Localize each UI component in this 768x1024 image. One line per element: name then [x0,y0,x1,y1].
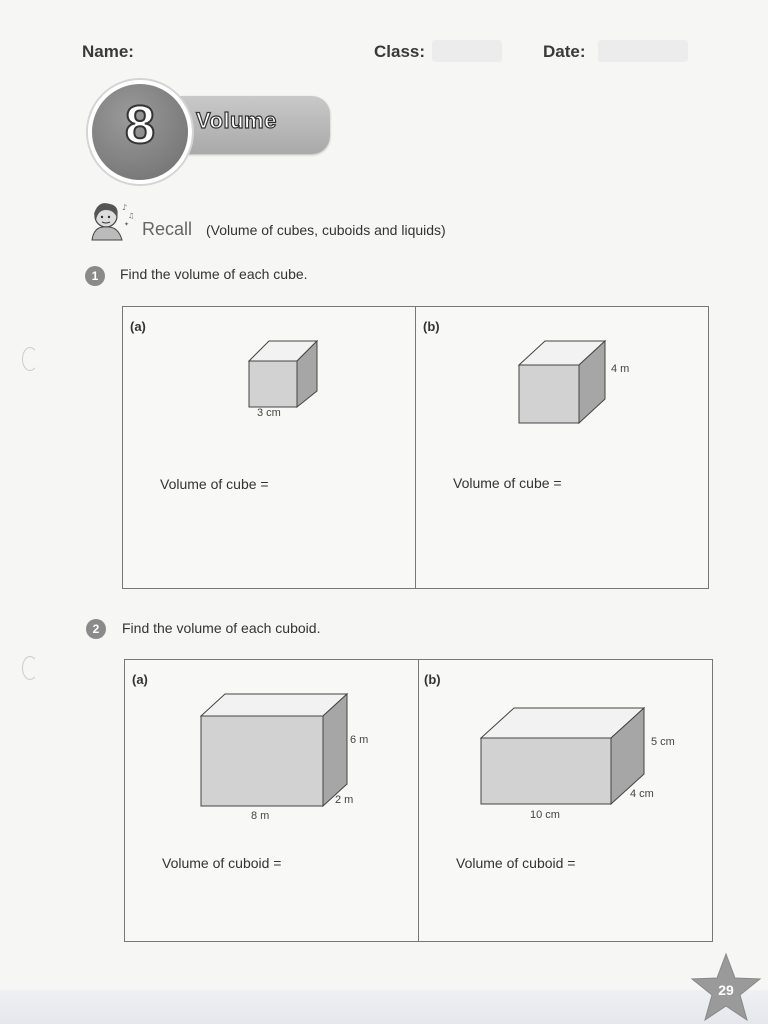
q2b-label: (b) [424,672,441,687]
question-2-text: Find the volume of each cuboid. [122,620,321,636]
svg-text:♪: ♪ [122,203,128,212]
binding-hole [22,347,38,371]
date-label: Date: [543,42,586,61]
chapter-number-circle [88,80,192,184]
question-2-panel [124,659,713,942]
q1a-answer-label: Volume of cube = [160,476,269,492]
cuboid-a-depth-label: 2 m [335,794,354,806]
q1b-answer-label: Volume of cube = [453,475,562,491]
q1a-label: (a) [130,319,146,334]
cube-a-figure [243,335,323,415]
class-label: Class: [374,42,426,61]
date-field[interactable] [598,40,688,62]
q1b-answer-field[interactable] [575,471,685,493]
mascot-icon [84,196,140,244]
question-2-number: 2 [86,619,106,639]
recall-subtitle: (Volume of cubes, cuboids and liquids) [206,222,446,238]
name-label: Name: [82,42,134,61]
cuboid-a-length-label: 8 m [251,810,270,822]
cube-b-edge-label: 4 m [611,363,630,375]
chapter-title-pill [180,96,330,154]
cuboid-b-height-label: 5 cm [651,736,675,748]
name-field[interactable] [150,40,350,62]
page-footer-band [0,990,768,1024]
question-1-number: 1 [85,266,105,286]
cuboid-b-length-label: 10 cm [530,809,560,821]
recall-title: Recall [142,219,193,239]
svg-text:✦: ✦ [124,221,130,228]
cube-b-figure [515,337,611,427]
q2b-answer-field[interactable] [591,851,691,873]
class-field[interactable] [432,40,502,62]
cuboid-a-height-label: 6 m [350,734,369,746]
chapter-badge [88,80,338,190]
binding-hole [22,656,38,680]
page-number: 29 [718,982,734,998]
chapter-number: 8 [124,95,156,155]
q2a-answer-label: Volume of cuboid = [162,855,282,871]
q2a-label: (a) [132,672,148,687]
cuboid-b-depth-label: 4 cm [630,788,654,800]
question-1-panel [122,306,709,589]
cube-a-edge-label: 3 cm [257,407,281,419]
cuboid-b-figure [478,706,648,806]
q2a-answer-field[interactable] [301,851,401,873]
svg-text:♫: ♫ [128,212,135,220]
q1a-answer-field[interactable] [283,472,393,494]
q2b-answer-label: Volume of cuboid = [456,855,576,871]
question-1-text: Find the volume of each cube. [120,266,308,282]
chapter-title: Volume [196,108,277,133]
q1b-label: (b) [423,319,440,334]
cuboid-a-figure [197,692,354,810]
